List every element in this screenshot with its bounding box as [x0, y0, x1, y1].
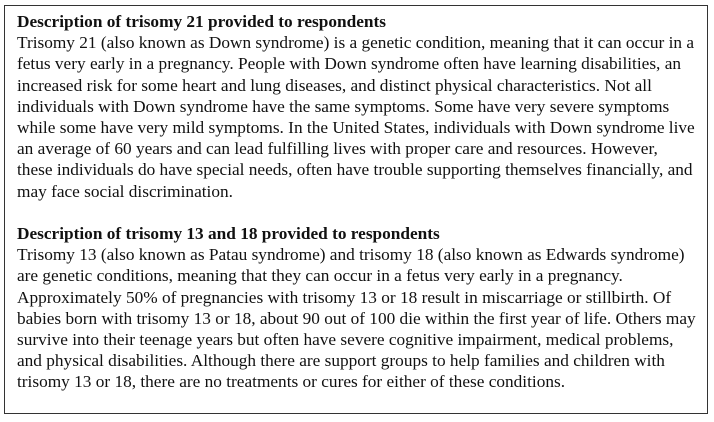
- trisomy-13-18-heading: Description of trisomy 13 and 18 provided to respondents: [17, 224, 440, 244]
- description-box: [4, 5, 708, 414]
- trisomy-21-heading: Description of trisomy 21 provided to respondents: [17, 12, 386, 31]
- trisomy-21-description: Trisomy 21 (also known as Down syndrome) is a genetic condition, meaning that it can occur in a fetus very early in a pregnancy. People with Down syndrome often have learning disabilities, an increased risk for some heart and lung diseases, and distinct physical characteristics. Not all individuals with Down syndrome have the same symptoms. Some have very severe symptoms while some have very mild symptoms. In the United States, individuals with Down syndrome live an average of 60 years and can lead fulfilling lives with proper care and resources. However, these individuals do have special needs, often have trouble supporting themselves financially, and may face social discrimination.: [17, 33, 695, 201]
- trisomy-21-section: [17, 11, 697, 202]
- trisomy-13-18-description: Trisomy 13 (also known as Patau syndrome) and trisomy 18 (also known as Edwards syndrome) are genetic conditions, meaning that they can occur in a fetus very early in a pregnancy. Approximately 50% of pregnancies with trisomy 13 or 18 result in miscarriage or stillbirth. Of babies born with trisomy 13 or 18, about 90 out of 100 die within the first year of life. Others may survive into their teenage years but often have severe cognitive impairment, medical problems, and physical disabilities. Although there are support groups to help families and children with trisomy 13 or 18, there are no treatments or cures for either of these conditions.: [17, 245, 696, 392]
- trisomy-13-18-section: [17, 223, 697, 393]
